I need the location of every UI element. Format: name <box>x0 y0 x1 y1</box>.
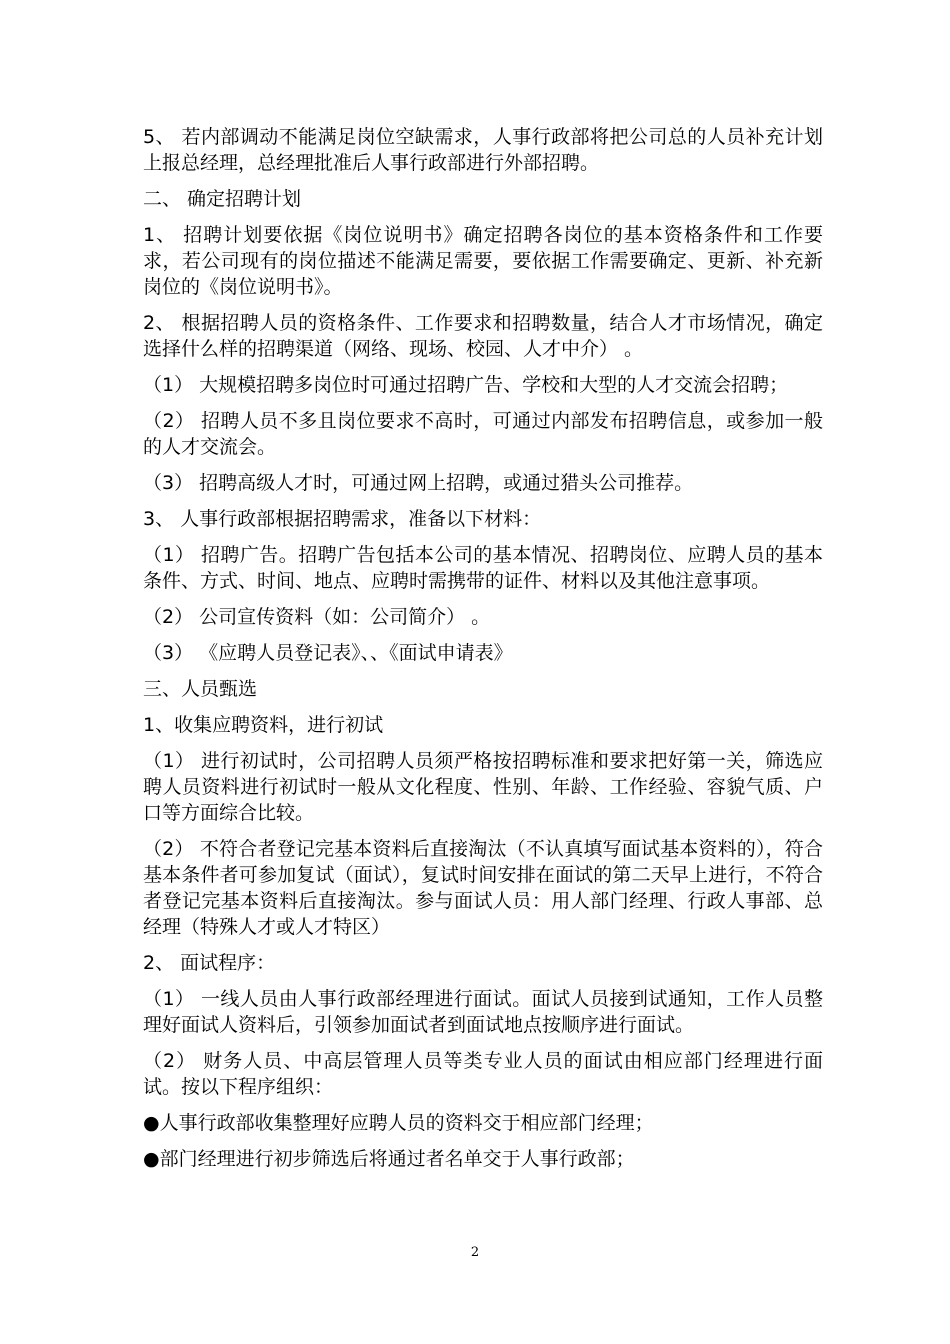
section-heading-3: 三、人员甄选 <box>143 678 258 700</box>
paragraph-8: 3、 人事行政部根据招聘需求，准备以下材料： <box>143 508 542 530</box>
paragraph-6: （2） 招聘人员不多且岗位要求不高时，可通过内部发布招聘信息，或参加一般的人才交流会。 <box>143 410 823 458</box>
paragraph-13: 1、收集应聘资料，进行初试 <box>143 714 384 736</box>
paragraph-9: （1） 招聘广告。招聘广告包括本公司的基本情况、招聘岗位、应聘人员的基本条件、方式、时间、地点、应聘时需携带的证件、材料以及其他注意事项。 <box>143 544 823 592</box>
paragraph-11: （3） 《应聘人员登记表》、、《面试申请表》 <box>143 642 513 664</box>
paragraph-1: 5、 若内部调动不能满足岗位空缺需求，人事行政部将把公司总的人员补充计划上报总经理，总经理批准后人事行政部进行外部招聘。 <box>143 126 823 174</box>
paragraph-15: （2） 不符合者登记完基本资料后直接淘汰（不认真填写面试基本资料的），符合基本条件者可参加复试（面试），复试时间安排在面试的第二天早上进行，不符合者登记完基本资料后直接淘汰。参与面试人员：用人部门经理、行政人事部、总经理（特殊人才或人才特区） <box>143 838 823 938</box>
paragraph-5: （1） 大规模招聘多岗位时可通过招聘广告、学校和大型的人才交流会招聘； <box>143 374 789 396</box>
paragraph-14: （1） 进行初试时，公司招聘人员须严格按招聘标准和要求把好第一关，筛选应聘人员资料进行初试时一般从文化程度、性别、年龄、工作经验、容貌气质、户口等方面综合比较。 <box>143 750 823 824</box>
page-number: 2 <box>470 1245 480 1260</box>
paragraph-10: （2） 公司宣传资料（如：公司简介） 。 <box>143 606 491 628</box>
section-heading-2: 二、 确定招聘计划 <box>143 188 302 210</box>
paragraph-7: （3） 招聘高级人才时，可通过网上招聘，或通过猎头公司推荐。 <box>143 472 694 494</box>
bullet-item-2: ●部门经理进行初步筛选后将通过者名单交于人事行政部； <box>143 1148 635 1170</box>
paragraph-17: （1） 一线人员由人事行政部经理进行面试。面试人员接到试通知，工作人员整理好面试人资料后，引领参加面试者到面试地点按顺序进行面试。 <box>143 988 823 1036</box>
paragraph-16: 2、 面试程序： <box>143 952 276 974</box>
document-body <box>143 124 823 1182</box>
paragraph-4: 2、 根据招聘人员的资格条件、工作要求和招聘数量，结合人才市场情况，确定选择什么样的招聘渠道（网络、现场、校园、人才中介） 。 <box>143 312 823 360</box>
paragraph-18: （2） 财务人员、中高层管理人员等类专业人员的面试由相应部门经理进行面试。按以下程序组织： <box>143 1050 823 1098</box>
bullet-item-1: ●人事行政部收集整理好应聘人员的资料交于相应部门经理； <box>143 1112 654 1134</box>
paragraph-3: 1、 招聘计划要依据《岗位说明书》确定招聘各岗位的基本资格条件和工作要求，若公司现有的岗位描述不能满足需要，要依据工作需要确定、更新、补充新岗位的《岗位说明书》。 <box>143 224 823 298</box>
